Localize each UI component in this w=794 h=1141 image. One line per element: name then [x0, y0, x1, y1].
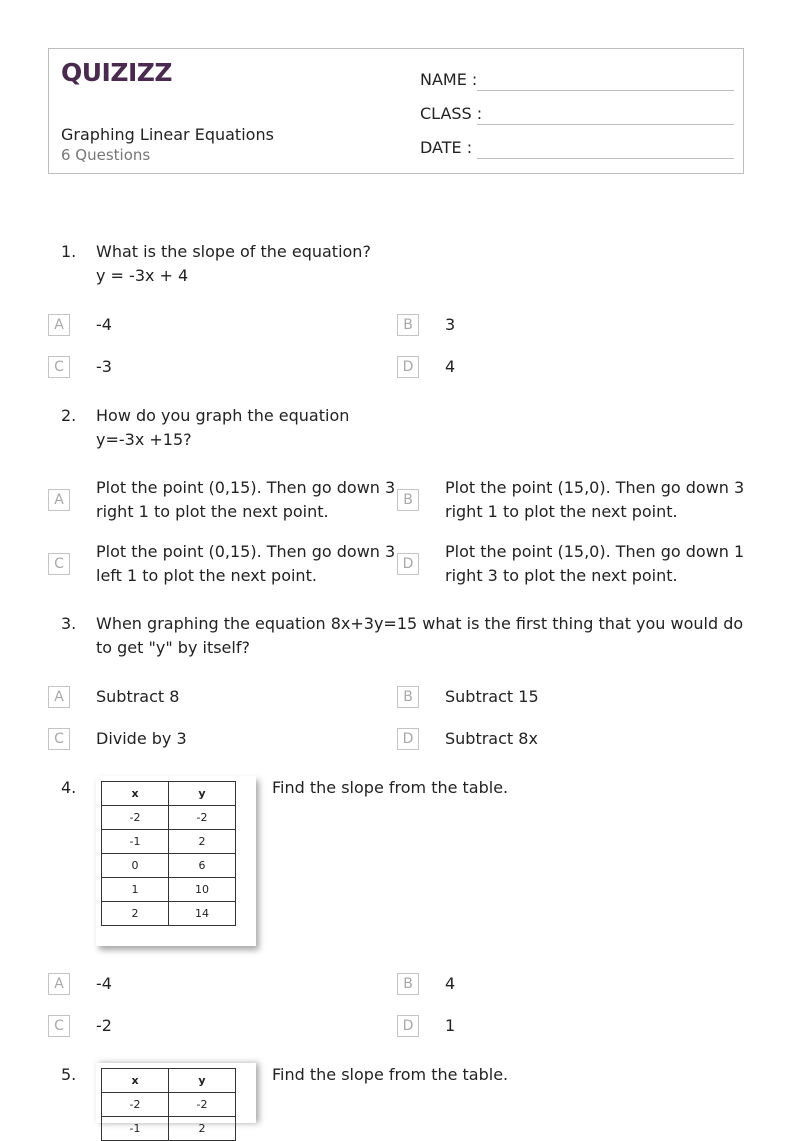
option-b-box[interactable]: B	[397, 489, 419, 511]
table-row	[102, 830, 236, 854]
option-b-text: Plot the point (15,0). Then go down 3 right 1 to plot the next point.	[445, 478, 745, 521]
option-d-text: 4	[445, 357, 456, 376]
table-row	[102, 806, 236, 830]
table-cell: 14	[169, 902, 236, 926]
xy-table	[101, 781, 236, 926]
table-header-cell: x	[102, 1069, 169, 1093]
option-b-text: Subtract 15	[445, 687, 539, 706]
class-line[interactable]	[477, 124, 734, 125]
name-field[interactable]	[420, 65, 734, 91]
xy-table	[101, 1068, 236, 1141]
table-cell: -2	[169, 806, 236, 830]
xy-table-image	[96, 776, 256, 946]
xy-table-image	[96, 1063, 256, 1135]
option-a-box[interactable]: A	[48, 973, 70, 995]
option-d-box[interactable]: D	[397, 1015, 419, 1037]
question-text	[96, 240, 746, 288]
option-b-box[interactable]: B	[397, 314, 419, 336]
date-label: DATE :	[420, 138, 473, 157]
option-d-box[interactable]: D	[397, 553, 419, 575]
class-label: CLASS :	[420, 104, 483, 123]
option-a-box[interactable]: A	[48, 489, 70, 511]
option-d-text: Plot the point (15,0). Then go down 1 right 3 to plot the next point.	[445, 542, 745, 585]
option-c-text: -3	[96, 357, 112, 376]
question-text	[96, 404, 746, 452]
option-c-box[interactable]: C	[48, 356, 70, 378]
table-cell: 0	[102, 854, 169, 878]
table-cell: -2	[169, 1093, 236, 1117]
option-a-text: -4	[96, 974, 112, 993]
table-cell: 1	[102, 878, 169, 902]
option-b-text: 4	[445, 974, 456, 993]
worksheet-header	[48, 48, 744, 174]
option-a-text: Subtract 8	[96, 687, 180, 706]
table-row	[102, 878, 236, 902]
option-b-box[interactable]: B	[397, 973, 419, 995]
option-c-box[interactable]: C	[48, 553, 70, 575]
table-row	[102, 902, 236, 926]
table-cell: -2	[102, 806, 169, 830]
option-a-text: Plot the point (0,15). Then go down 3 right 1 to plot the next point.	[96, 478, 396, 521]
date-field[interactable]	[420, 133, 734, 159]
question-line: y = -3x + 4	[96, 266, 189, 285]
table-row	[102, 854, 236, 878]
option-d-text: Subtract 8x	[445, 729, 538, 748]
name-label: NAME :	[420, 70, 478, 89]
table-header-cell: y	[169, 1069, 236, 1093]
class-field[interactable]	[420, 99, 734, 125]
option-c-text: Divide by 3	[96, 729, 187, 748]
name-line[interactable]	[477, 90, 734, 91]
question-number: 3.	[61, 614, 77, 633]
worksheet-title: Graphing Linear Equations	[61, 125, 274, 144]
question-line: y=-3x +15?	[96, 430, 192, 449]
option-c-text: -2	[96, 1016, 112, 1035]
table-cell: 6	[169, 854, 236, 878]
question-text: When graphing the equation 8x+3y=15 what is the first thing that you would do to get "y" by itself?	[96, 614, 744, 657]
option-c-text: Plot the point (0,15). Then go down 3 left 1 to plot the next point.	[96, 542, 396, 585]
option-d-box[interactable]: D	[397, 356, 419, 378]
option-c-box[interactable]: C	[48, 1015, 70, 1037]
table-cell: -2	[102, 1093, 169, 1117]
date-line[interactable]	[477, 158, 734, 159]
option-b-box[interactable]: B	[397, 686, 419, 708]
option-a-text: -4	[96, 315, 112, 334]
option-a-box[interactable]: A	[48, 314, 70, 336]
option-c-box[interactable]: C	[48, 728, 70, 750]
question-count: 6 Questions	[61, 146, 151, 164]
question-text: Find the slope from the table.	[272, 1065, 509, 1084]
question-number: 4.	[61, 778, 77, 797]
question-number: 2.	[61, 406, 77, 425]
option-d-box[interactable]: D	[397, 728, 419, 750]
table-cell: 10	[169, 878, 236, 902]
table-cell: -1	[102, 830, 169, 854]
table-header-row	[102, 782, 236, 806]
option-a-box[interactable]: A	[48, 686, 70, 708]
option-b-text: 3	[445, 315, 456, 334]
table-row	[102, 1117, 236, 1141]
question-number: 1.	[61, 242, 77, 261]
table-header-cell: y	[169, 782, 236, 806]
quizizz-logo: QUIZIZZ	[61, 58, 173, 87]
question-line: What is the slope of the equation?	[96, 242, 371, 261]
table-cell: -1	[102, 1117, 169, 1141]
table-cell: 2	[102, 902, 169, 926]
table-header-row	[102, 1069, 236, 1093]
option-d-text: 1	[445, 1016, 456, 1035]
table-cell: 2	[169, 1117, 236, 1141]
table-header-cell: x	[102, 782, 169, 806]
question-line: How do you graph the equation	[96, 406, 350, 425]
question-number: 5.	[61, 1065, 77, 1084]
question-text: Find the slope from the table.	[272, 778, 509, 797]
table-cell: 2	[169, 830, 236, 854]
table-row	[102, 1093, 236, 1117]
